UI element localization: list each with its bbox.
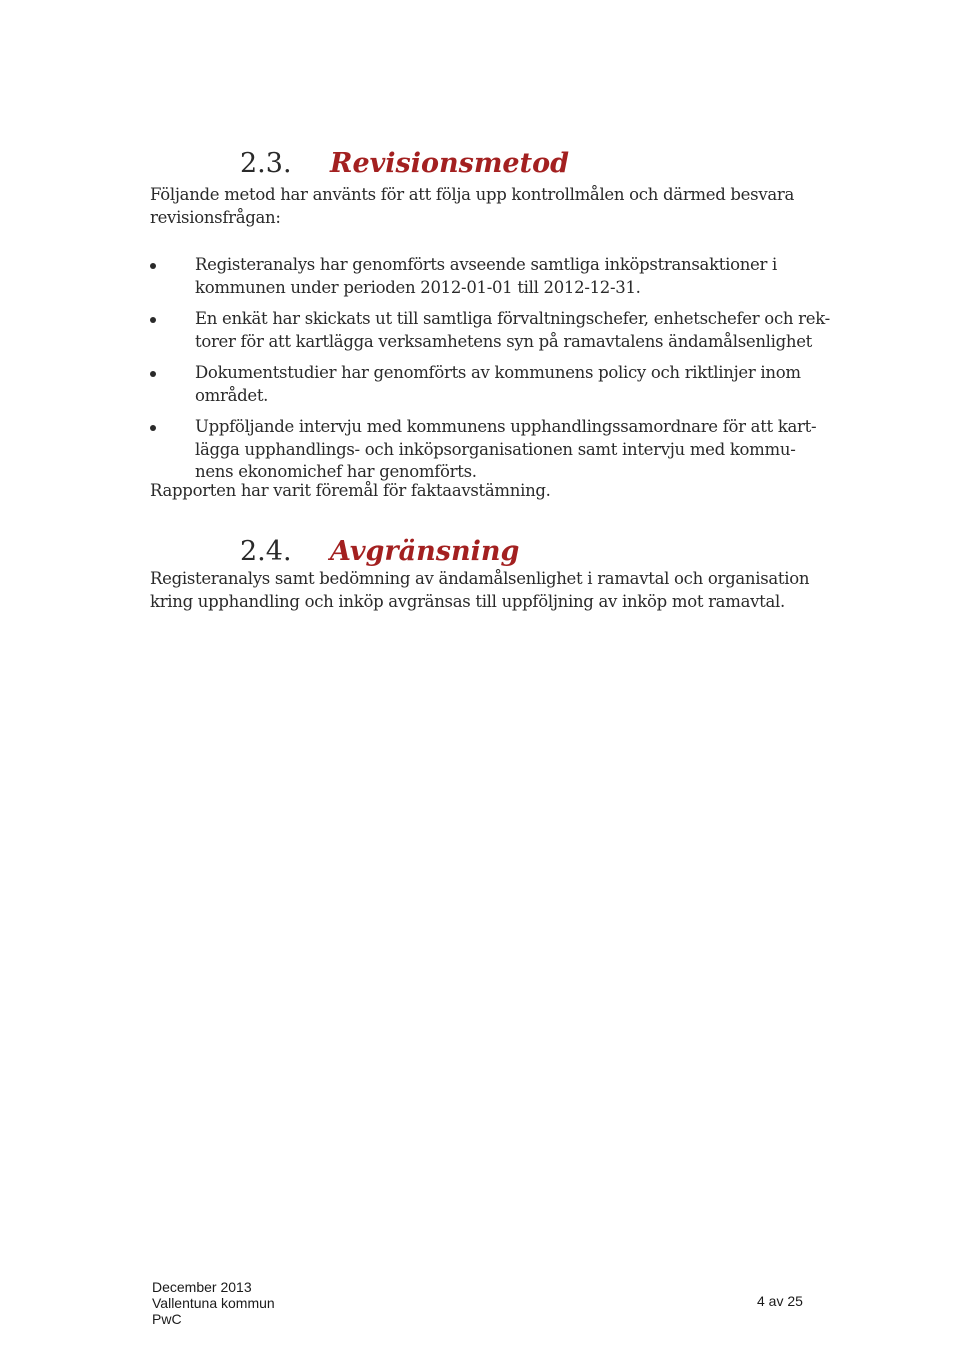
bullet-dot-icon — [150, 371, 156, 377]
method-bullet-list — [150, 254, 830, 493]
section-title: Avgränsning — [330, 536, 520, 567]
page-number: 4 av 25 — [757, 1293, 803, 1309]
list-item — [150, 254, 830, 299]
section-number: 2.3. — [240, 148, 292, 179]
bullet-dot-icon — [150, 317, 156, 323]
footer-organization: Vallentuna kommun — [152, 1295, 275, 1311]
bullet-dot-icon — [150, 425, 156, 431]
footer-info — [152, 1279, 275, 1327]
method-closing-paragraph: Rapporten har varit föremål för faktaavstämning. — [150, 481, 551, 500]
list-item-text: Registeranalys har genomförts avseende samtliga inköpstransaktioner i kommunen under perioden 2012-01-01 till 2012-12-31. — [195, 255, 778, 297]
section-heading-revisionsmetod — [240, 148, 569, 180]
list-item-text: Uppföljande intervju med kommunens upphandlingssamordnare för att kart-lägga upphandlings- och inköpsorganisationen samt intervju med kommu-nens ekonomichef har genomförts. — [195, 417, 817, 481]
section-title: Revisionsmetod — [330, 148, 569, 179]
method-intro-paragraph: Följande metod har använts för att följa upp kontrollmålen och därmed besvara revisionsfrågan: — [150, 185, 794, 227]
list-item-text: Dokumentstudier har genomförts av kommunens policy och riktlinjer inom området. — [195, 363, 801, 405]
scope-paragraph: Registeranalys samt bedömning av ändamålsenlighet i ramavtal och organisation kring upphandling och inköp avgränsas till uppföljning av inköp mot ramavtal. — [150, 569, 810, 611]
list-item — [150, 308, 830, 353]
section-number: 2.4. — [240, 536, 292, 567]
list-item — [150, 362, 830, 407]
footer-author: PwC — [152, 1311, 182, 1327]
footer-date: December 2013 — [152, 1279, 252, 1295]
list-item-text: En enkät har skickats ut till samtliga förvaltningschefer, enhetschefer och rek-torer för att kartlägga verksamhetens syn på ramavtalens ändamålsenlighet — [195, 309, 830, 351]
bullet-dot-icon — [150, 263, 156, 269]
list-item — [150, 416, 830, 484]
section-heading-avgransning — [240, 536, 519, 568]
